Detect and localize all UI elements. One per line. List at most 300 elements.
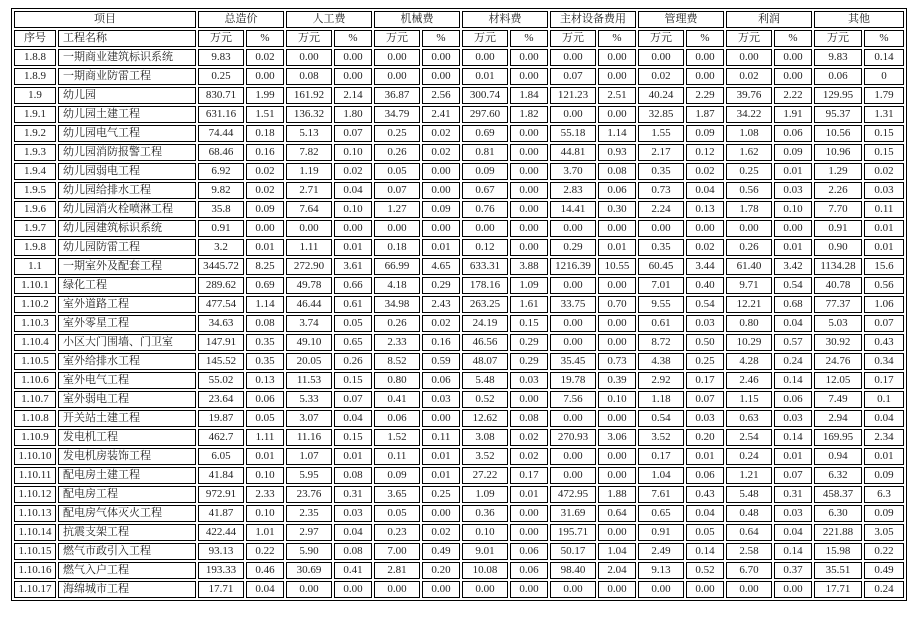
cell-value: 39.76: [726, 87, 772, 104]
cell-value: 0.00: [246, 68, 284, 85]
cell-value: 44.81: [550, 144, 596, 161]
table-row: [14, 220, 904, 237]
cell-value: 0.76: [462, 201, 508, 218]
table-row: [14, 543, 904, 560]
cell-value: 0.00: [462, 220, 508, 237]
cell-value: 0.64: [726, 524, 772, 541]
cell-value: 40.78: [814, 277, 862, 294]
cell-value: 0.69: [246, 277, 284, 294]
cell-value: 1.04: [598, 543, 636, 560]
cell-value: 0.36: [462, 505, 508, 522]
cell-value: 0.03: [864, 182, 904, 199]
cell-value: 0.93: [598, 144, 636, 161]
cell-value: 1134.28: [814, 258, 862, 275]
cell-value: 0.29: [422, 277, 460, 294]
header-pct: %: [598, 30, 636, 47]
cell-value: 0.23: [374, 524, 420, 541]
cell-value: 0.00: [774, 220, 812, 237]
cell-value: 0.03: [774, 505, 812, 522]
cell-project-name: 幼儿园消火栓喷淋工程: [58, 201, 196, 218]
cell-value: 0.37: [774, 562, 812, 579]
cell-value: 0.11: [422, 429, 460, 446]
cell-value: 0.52: [462, 391, 508, 408]
cell-project-name: 燃气市政引入工程: [58, 543, 196, 560]
cell-value: 0.01: [774, 163, 812, 180]
cell-value: 60.45: [638, 258, 684, 275]
table-row: [14, 353, 904, 370]
cell-value: 0.09: [864, 467, 904, 484]
cell-value: 5.48: [726, 486, 772, 503]
cell-value: 0.00: [598, 467, 636, 484]
cell-value: 0.14: [774, 372, 812, 389]
cell-value: 0.00: [686, 220, 724, 237]
header-unit: 万元: [638, 30, 684, 47]
cell-value: 0.39: [598, 372, 636, 389]
cell-seq: 1.9.1: [14, 106, 56, 123]
header-project-name: 工程名称: [58, 30, 196, 47]
header-unit: 万元: [462, 30, 508, 47]
cell-value: 11.53: [286, 372, 332, 389]
cell-value: 0.00: [550, 467, 596, 484]
cell-value: 1.11: [246, 429, 284, 446]
cell-value: 458.37: [814, 486, 862, 503]
cell-value: 0.17: [686, 372, 724, 389]
cell-value: 5.03: [814, 315, 862, 332]
cell-project-name: 配电房气体灭火工程: [58, 505, 196, 522]
cell-project-name: 绿化工程: [58, 277, 196, 294]
cell-project-name: 配电房土建工程: [58, 467, 196, 484]
cell-value: 0.15: [864, 125, 904, 142]
cell-value: 0.06: [510, 562, 548, 579]
cell-value: 0.00: [598, 277, 636, 294]
cell-value: 1.61: [510, 296, 548, 313]
cell-value: 0.22: [864, 543, 904, 560]
cell-value: 2.33: [374, 334, 420, 351]
cell-value: 0.00: [510, 49, 548, 66]
cell-value: 9.83: [198, 49, 244, 66]
cell-value: 0.07: [864, 315, 904, 332]
cell-value: 35.51: [814, 562, 862, 579]
cell-value: 0.14: [774, 543, 812, 560]
cell-value: 1.07: [286, 448, 332, 465]
cell-value: 0.22: [246, 543, 284, 560]
cell-seq: 1.9.4: [14, 163, 56, 180]
cell-seq: 1.8.8: [14, 49, 56, 66]
cell-value: 6.3: [864, 486, 904, 503]
cell-project-name: 海绵城市工程: [58, 581, 196, 598]
header-unit: 万元: [374, 30, 420, 47]
cell-value: 0.41: [374, 391, 420, 408]
cell-seq: 1.10.16: [14, 562, 56, 579]
cell-value: 0.08: [334, 467, 372, 484]
cell-value: 0.54: [638, 410, 684, 427]
cell-value: 7.00: [374, 543, 420, 560]
cell-value: 1.51: [246, 106, 284, 123]
cell-seq: 1.9.2: [14, 125, 56, 142]
cell-value: 0.03: [422, 391, 460, 408]
cell-value: 0.02: [422, 125, 460, 142]
cell-value: 0.02: [510, 429, 548, 446]
cell-value: 0.14: [686, 543, 724, 560]
cell-value: 0.01: [422, 448, 460, 465]
cell-value: 0.68: [774, 296, 812, 313]
cell-value: 1.87: [686, 106, 724, 123]
cell-value: 422.44: [198, 524, 244, 541]
cell-value: 1.29: [814, 163, 862, 180]
cell-value: 17.71: [198, 581, 244, 598]
table-row: [14, 258, 904, 275]
cell-value: 1.88: [598, 486, 636, 503]
cell-value: 2.81: [374, 562, 420, 579]
cell-value: 0.00: [374, 581, 420, 598]
cell-value: 0.50: [686, 334, 724, 351]
cell-project-name: 幼儿园防雷工程: [58, 239, 196, 256]
cell-value: 0.17: [510, 467, 548, 484]
header-group-row: [14, 11, 904, 28]
cell-value: 1.04: [638, 467, 684, 484]
cell-value: 633.31: [462, 258, 508, 275]
cell-value: 6.32: [814, 467, 862, 484]
cell-value: 0.81: [462, 144, 508, 161]
cell-value: 55.02: [198, 372, 244, 389]
cell-value: 0.03: [774, 410, 812, 427]
cell-value: 33.75: [550, 296, 596, 313]
cell-value: 0.29: [510, 334, 548, 351]
cell-value: 0.00: [550, 334, 596, 351]
cell-value: 0.01: [246, 239, 284, 256]
cell-value: 0.18: [374, 239, 420, 256]
cell-value: 2.46: [726, 372, 772, 389]
cell-value: 0.15: [510, 315, 548, 332]
cell-value: 0.00: [334, 68, 372, 85]
cell-value: 11.16: [286, 429, 332, 446]
cell-value: 0.61: [334, 296, 372, 313]
cell-value: 0.02: [246, 182, 284, 199]
cell-value: 0.00: [598, 334, 636, 351]
cell-value: 0.46: [246, 562, 284, 579]
cell-value: 1216.39: [550, 258, 596, 275]
cell-value: 1.06: [864, 296, 904, 313]
cell-value: 0.00: [462, 581, 508, 598]
cell-value: 0.00: [510, 68, 548, 85]
cell-value: 49.78: [286, 277, 332, 294]
cell-value: 9.82: [198, 182, 244, 199]
cell-value: 30.92: [814, 334, 862, 351]
cell-value: 2.43: [422, 296, 460, 313]
header-pct: %: [864, 30, 904, 47]
cell-value: 24.19: [462, 315, 508, 332]
cell-value: 0.03: [686, 315, 724, 332]
cell-value: 0.09: [774, 144, 812, 161]
cell-value: 2.97: [286, 524, 332, 541]
cell-value: 0.91: [814, 220, 862, 237]
cell-value: 0.1: [864, 391, 904, 408]
cell-value: 0.02: [510, 448, 548, 465]
cell-value: 8.72: [638, 334, 684, 351]
cell-project-name: 发电机工程: [58, 429, 196, 446]
cost-breakdown-table: [11, 8, 907, 601]
table-row: [14, 49, 904, 66]
cell-value: 0.24: [726, 448, 772, 465]
cell-value: 0.02: [638, 68, 684, 85]
cell-value: 1.08: [726, 125, 772, 142]
cell-seq: 1.9.8: [14, 239, 56, 256]
cell-value: 27.22: [462, 467, 508, 484]
cell-value: 0.00: [510, 391, 548, 408]
cell-value: 68.46: [198, 144, 244, 161]
cell-value: 0.04: [686, 505, 724, 522]
cell-value: 0.30: [598, 201, 636, 218]
cell-value: 0.00: [374, 220, 420, 237]
cell-value: 0.26: [726, 239, 772, 256]
cell-value: 2.17: [638, 144, 684, 161]
cell-value: 0.00: [334, 220, 372, 237]
cell-value: 0.03: [774, 182, 812, 199]
cell-value: 0.70: [598, 296, 636, 313]
cell-value: 0.04: [774, 524, 812, 541]
cell-value: 8.52: [374, 353, 420, 370]
cell-value: 0.73: [598, 353, 636, 370]
cell-project-name: 幼儿园电气工程: [58, 125, 196, 142]
header-group-other: 其他: [814, 11, 904, 28]
cell-value: 0.07: [334, 125, 372, 142]
cell-value: 0.00: [774, 581, 812, 598]
cell-value: 0.02: [334, 163, 372, 180]
cell-value: 0.94: [814, 448, 862, 465]
cell-project-name: 发电机房装饰工程: [58, 448, 196, 465]
cell-value: 20.05: [286, 353, 332, 370]
cell-value: 0.00: [774, 68, 812, 85]
cell-value: 0.11: [864, 201, 904, 218]
cell-value: 0.73: [638, 182, 684, 199]
cell-value: 0.26: [374, 144, 420, 161]
cell-value: 0.02: [686, 239, 724, 256]
cell-project-name: 一期商业建筑标识系统: [58, 49, 196, 66]
cell-value: 0.01: [864, 239, 904, 256]
cell-value: 0.24: [774, 353, 812, 370]
cell-value: 0.06: [814, 68, 862, 85]
cell-value: 0.00: [422, 49, 460, 66]
cell-value: 0.12: [462, 239, 508, 256]
cell-value: 0.06: [774, 125, 812, 142]
cell-value: 19.78: [550, 372, 596, 389]
header-group-main-equipment-fee: 主材设备费用: [550, 11, 636, 28]
cell-value: 3.65: [374, 486, 420, 503]
cell-value: 17.71: [814, 581, 862, 598]
cell-value: 1.80: [334, 106, 372, 123]
cell-value: 0.91: [198, 220, 244, 237]
cell-seq: 1.10.9: [14, 429, 56, 446]
cell-value: 1.78: [726, 201, 772, 218]
cell-value: 0.24: [864, 581, 904, 598]
cell-value: 0.17: [864, 372, 904, 389]
cell-value: 1.27: [374, 201, 420, 218]
cell-value: 830.71: [198, 87, 244, 104]
cell-value: 19.87: [198, 410, 244, 427]
cell-value: 0.35: [638, 239, 684, 256]
cell-value: 3.61: [334, 258, 372, 275]
cell-value: 46.44: [286, 296, 332, 313]
header-pct: %: [510, 30, 548, 47]
cell-value: 10.29: [726, 334, 772, 351]
cell-value: 0.01: [774, 239, 812, 256]
cell-project-name: 室外道路工程: [58, 296, 196, 313]
table-row: [14, 182, 904, 199]
cell-value: 0.02: [422, 144, 460, 161]
cell-value: 1.91: [774, 106, 812, 123]
cell-value: 5.13: [286, 125, 332, 142]
cell-value: 0.00: [510, 163, 548, 180]
cell-value: 0.64: [598, 505, 636, 522]
cell-value: 2.26: [814, 182, 862, 199]
cell-value: 0.05: [374, 505, 420, 522]
cell-value: 0.31: [774, 486, 812, 503]
cell-value: 0.04: [334, 410, 372, 427]
cell-value: 0.00: [510, 201, 548, 218]
cell-value: 0.00: [550, 581, 596, 598]
cell-value: 0.10: [246, 467, 284, 484]
cell-value: 0.00: [422, 220, 460, 237]
cell-value: 0.14: [774, 429, 812, 446]
cell-value: 0.05: [374, 163, 420, 180]
cell-value: 0.00: [638, 220, 684, 237]
cell-value: 0.25: [726, 163, 772, 180]
cell-value: 0.00: [686, 68, 724, 85]
cell-value: 0.91: [638, 524, 684, 541]
cell-value: 6.05: [198, 448, 244, 465]
cell-value: 0.57: [774, 334, 812, 351]
cell-project-name: 开关站土建工程: [58, 410, 196, 427]
cell-seq: 1.10.3: [14, 315, 56, 332]
cell-seq: 1.10.10: [14, 448, 56, 465]
cell-value: 1.09: [510, 277, 548, 294]
cell-value: 0.63: [726, 410, 772, 427]
table-row: [14, 144, 904, 161]
cell-value: 0.05: [686, 524, 724, 541]
cell-value: 0.40: [686, 277, 724, 294]
cell-value: 9.55: [638, 296, 684, 313]
cell-value: 195.71: [550, 524, 596, 541]
cell-value: 462.7: [198, 429, 244, 446]
cell-value: 0.48: [726, 505, 772, 522]
cell-value: 3.07: [286, 410, 332, 427]
cell-value: 0.29: [510, 353, 548, 370]
header-group-management-fee: 管理费: [638, 11, 724, 28]
cell-value: 1.79: [864, 87, 904, 104]
cell-project-name: 小区大门围墙、门卫室: [58, 334, 196, 351]
cell-value: 0.80: [726, 315, 772, 332]
cell-project-name: 燃气入户工程: [58, 562, 196, 579]
cell-value: 0.00: [550, 106, 596, 123]
cell-value: 5.90: [286, 543, 332, 560]
cell-value: 0.07: [774, 467, 812, 484]
header-group-machinery-fee: 机械费: [374, 11, 460, 28]
cell-project-name: 幼儿园给排水工程: [58, 182, 196, 199]
cell-value: 2.41: [422, 106, 460, 123]
cell-value: 0.25: [686, 353, 724, 370]
cell-value: 2.94: [814, 410, 862, 427]
cell-seq: 1.9: [14, 87, 56, 104]
cell-value: 0.00: [550, 277, 596, 294]
cell-value: 0.25: [374, 125, 420, 142]
cell-value: 0.66: [334, 277, 372, 294]
cell-value: 50.17: [550, 543, 596, 560]
cell-value: 0.65: [334, 334, 372, 351]
cell-value: 34.79: [374, 106, 420, 123]
cell-value: 2.71: [286, 182, 332, 199]
cell-value: 0.00: [334, 581, 372, 598]
cell-value: 0.49: [864, 562, 904, 579]
cell-project-name: 室外给排水工程: [58, 353, 196, 370]
cell-value: 0.07: [334, 391, 372, 408]
cell-project-name: 抗震支架工程: [58, 524, 196, 541]
cell-value: 95.37: [814, 106, 862, 123]
cell-value: 178.16: [462, 277, 508, 294]
cell-value: 0.00: [286, 581, 332, 598]
cell-project-name: 室外弱电工程: [58, 391, 196, 408]
cell-value: 0.65: [638, 505, 684, 522]
cell-value: 3.52: [462, 448, 508, 465]
cell-value: 0.01: [864, 448, 904, 465]
cell-value: 0.00: [334, 49, 372, 66]
header-pct: %: [334, 30, 372, 47]
cell-value: 2.22: [774, 87, 812, 104]
cell-value: 0.00: [686, 581, 724, 598]
cell-value: 3.52: [638, 429, 684, 446]
cell-value: 3.44: [686, 258, 724, 275]
cell-value: 0.09: [246, 201, 284, 218]
cell-value: 30.69: [286, 562, 332, 579]
cell-value: 41.84: [198, 467, 244, 484]
cell-value: 0.00: [422, 505, 460, 522]
cell-value: 55.18: [550, 125, 596, 142]
table-row: [14, 391, 904, 408]
cell-value: 0.00: [598, 524, 636, 541]
cell-value: 0.02: [686, 163, 724, 180]
cell-value: 1.62: [726, 144, 772, 161]
cell-value: 24.76: [814, 353, 862, 370]
cell-seq: 1.9.5: [14, 182, 56, 199]
cell-value: 93.13: [198, 543, 244, 560]
table-row: [14, 334, 904, 351]
header-seq: 序号: [14, 30, 56, 47]
cell-seq: 1.10.2: [14, 296, 56, 313]
cell-value: 23.76: [286, 486, 332, 503]
cell-value: 3.88: [510, 258, 548, 275]
cell-value: 221.88: [814, 524, 862, 541]
cell-value: 145.52: [198, 353, 244, 370]
cell-value: 0.02: [246, 163, 284, 180]
cell-value: 0.00: [510, 182, 548, 199]
cell-value: 15.98: [814, 543, 862, 560]
header-pct: %: [422, 30, 460, 47]
cell-value: 0.05: [334, 315, 372, 332]
cell-value: 3.08: [462, 429, 508, 446]
cell-value: 10.55: [598, 258, 636, 275]
header-pct: %: [246, 30, 284, 47]
cell-value: 0.56: [726, 182, 772, 199]
cell-value: 41.87: [198, 505, 244, 522]
cell-value: 3.06: [598, 429, 636, 446]
cell-value: 0.00: [598, 49, 636, 66]
cell-value: 0.10: [598, 391, 636, 408]
cell-value: 0.18: [246, 125, 284, 142]
cell-value: 0.03: [510, 372, 548, 389]
cell-value: 0.29: [550, 239, 596, 256]
table-row: [14, 106, 904, 123]
cell-value: 61.40: [726, 258, 772, 275]
cell-value: 0.35: [246, 334, 284, 351]
